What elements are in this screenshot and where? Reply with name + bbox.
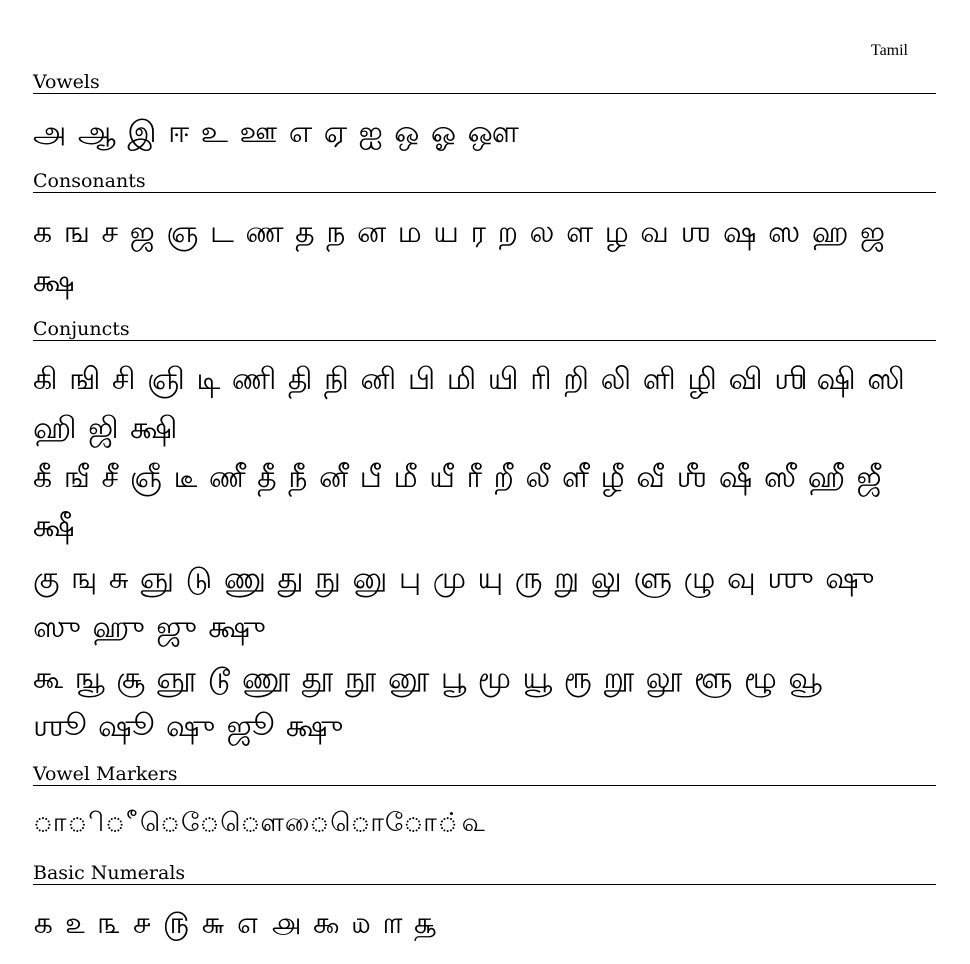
conjuncts-glyph-row: ஹி ஜி க்ஷி [33,411,178,446]
conjuncts-glyph-row: கூ ஙூ சூ ஞூ டூ ணூ தூ நூ னூ பூ மூ யூ ரூ றூ லூ ளூ ழூ வூ [33,661,823,696]
vowel-markers-glyph-row: ◌ா◌ி◌ீ◌ெ◌ே◌ௌ◌ை◌ொ◌ோ◌்௳ [33,808,486,838]
script-name-label: Tamil [870,42,908,59]
section-heading-consonants: Consonants [33,171,936,193]
section-heading-vowels: Vowels [33,72,936,94]
conjuncts-glyph-row: கு ஙு சு ஞு டு ணு து நு னு பு மு யு ரு று லு ளு ழு வு ஶு ஷு [33,561,875,596]
section-heading-vowel-markers: Vowel Markers [33,764,936,786]
section-heading-basic-numerals: Basic Numerals [33,863,936,885]
conjuncts-glyph-row: க்ஷீ [33,509,75,544]
conjuncts-glyph-row: கி ஙி சி ஞி டி ணி தி நி னி பி மி யி ரி றி லி ளி ழி வி ஶி ஷி ஸி [33,362,905,397]
consonants-glyph-row: க்ஷ [33,264,75,299]
conjuncts-glyph-row: ஸு ஹு ஜு க்ஷு [33,610,266,645]
conjuncts-glyph-row: ஶூ ஷூ ஷு ஜூ க்ஷு [33,709,344,744]
vowels-glyph-row: அ ஆ இ ஈ உ ஊ எ ஏ ஐ ஒ ஓ ஔ [33,115,519,150]
section-heading-conjuncts: Conjuncts [33,319,936,341]
basic-numerals-glyph-row: ௧ ௨ ௩ ௪ ௫ ௬ ௭ ௮ ௯ ௰ ௱ ௲ [33,906,437,941]
consonants-glyph-row: க ங ச ஜ ஞ ட ண த ந ன ம ய ர ற ல ள ழ வ ஶ ஷ ஸ ஹ ஜ [33,215,886,250]
conjuncts-glyph-row: கீ ஙீ சீ ஞீ டீ ணீ தீ நீ னீ பீ மீ யீ ரீ றீ லீ ளீ ழீ வீ ஶீ ஷீ ஸீ ஹீ ஜீ [33,460,882,495]
